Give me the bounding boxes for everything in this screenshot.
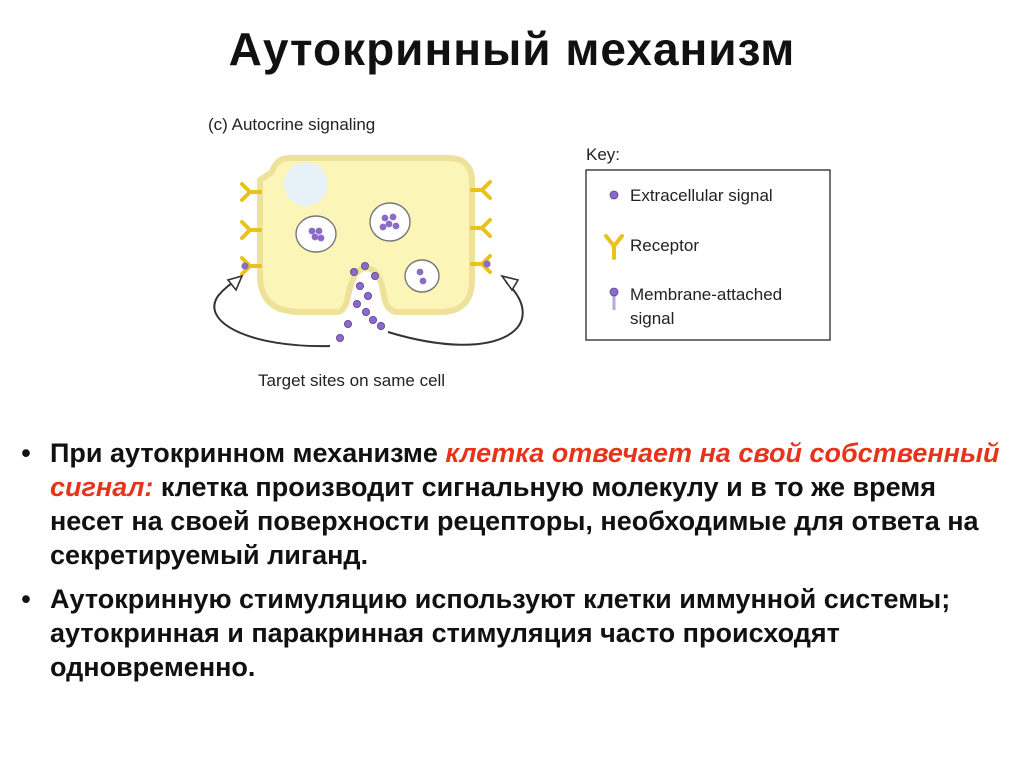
bullet-text: Аутокринную стимуляцию используют клетки иммунной системы; аутокринная и паракринная стимуляция часто происходят одновременно. <box>50 584 951 682</box>
bullet-text-end: клетка производит сигнальную молекулу и в то же время несет на своей поверхности рецепторы, необходимые для ответа на секретируемый лиганд. <box>50 472 979 570</box>
bullet-marker: • <box>21 438 31 468</box>
page-title: Аутокринный механизм <box>228 23 796 75</box>
key-membrane-label-line2: signal <box>630 309 675 328</box>
key-membrane-label-line1: Membrane-attached <box>630 285 783 304</box>
extracellular-signal-icon <box>610 191 618 199</box>
vesicle <box>405 260 439 292</box>
bullet-marker: • <box>21 584 31 614</box>
organelle <box>284 162 328 206</box>
key-receptor-label: Receptor <box>630 236 699 255</box>
key-extracellular-label: Extracellular signal <box>630 186 773 205</box>
bullet-item <box>14 436 1014 572</box>
figure-caption: Target sites on same cell <box>258 371 446 390</box>
autocrine-signaling-figure <box>190 100 850 400</box>
bullet-highlight: клетка отвечает на свой собственный сигнал: <box>50 438 1000 502</box>
key-heading: Key: <box>586 145 621 164</box>
figure-panel-label: (c) Autocrine signaling <box>208 115 376 134</box>
bullet-text-start: При аутокринном механизме <box>50 438 446 468</box>
vesicle <box>370 203 410 241</box>
vesicle <box>296 216 336 252</box>
bullet-item <box>14 582 1014 684</box>
bullet-list <box>14 436 1014 694</box>
